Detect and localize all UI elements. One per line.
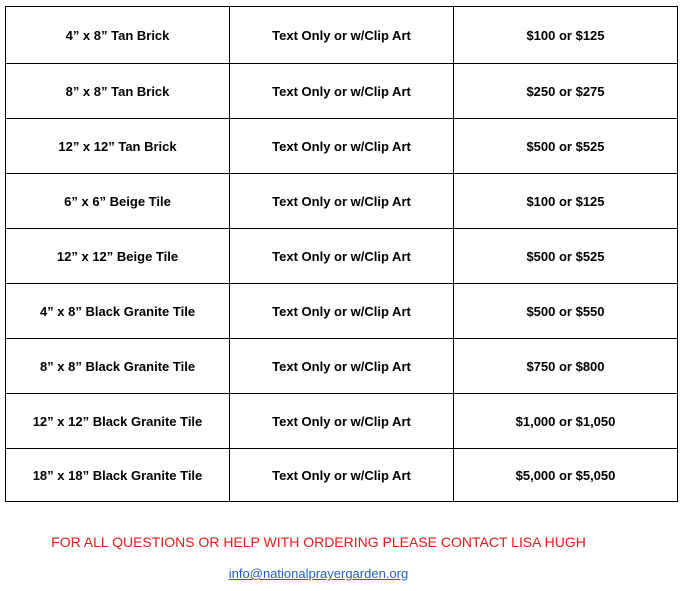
email-link[interactable]: info@nationalprayergarden.org (228, 566, 409, 581)
price-table-body (6, 7, 678, 502)
price-cell: $100 or $125 (454, 174, 678, 229)
option-cell: Text Only or w/Clip Art (230, 7, 454, 64)
option-cell: Text Only or w/Clip Art (230, 449, 454, 502)
option-cell: Text Only or w/Clip Art (230, 284, 454, 339)
table-row (6, 229, 678, 284)
email-container (0, 566, 637, 581)
price-cell: $100 or $125 (454, 7, 678, 64)
price-table (5, 6, 678, 502)
size-cell: 12” x 12” Tan Brick (6, 119, 230, 174)
option-cell: Text Only or w/Clip Art (230, 64, 454, 119)
size-cell: 4” x 8” Black Granite Tile (6, 284, 230, 339)
option-cell: Text Only or w/Clip Art (230, 394, 454, 449)
table-row (6, 7, 678, 64)
size-cell: 8” x 8” Tan Brick (6, 64, 230, 119)
option-cell: Text Only or w/Clip Art (230, 174, 454, 229)
price-cell: $1,000 or $1,050 (454, 394, 678, 449)
table-row (6, 394, 678, 449)
size-cell: 6” x 6” Beige Tile (6, 174, 230, 229)
table-row (6, 449, 678, 502)
size-cell: 18” x 18” Black Granite Tile (6, 449, 230, 502)
option-cell: Text Only or w/Clip Art (230, 339, 454, 394)
size-cell: 12” x 12” Black Granite Tile (6, 394, 230, 449)
table-row (6, 339, 678, 394)
size-cell: 8” x 8” Black Granite Tile (6, 339, 230, 394)
price-cell: $750 or $800 (454, 339, 678, 394)
size-cell: 4” x 8” Tan Brick (6, 7, 230, 64)
price-cell: $500 or $525 (454, 119, 678, 174)
table-row (6, 284, 678, 339)
price-cell: $5,000 or $5,050 (454, 449, 678, 502)
table-row (6, 119, 678, 174)
price-cell: $500 or $525 (454, 229, 678, 284)
option-cell: Text Only or w/Clip Art (230, 229, 454, 284)
size-cell: 12” x 12” Beige Tile (6, 229, 230, 284)
option-cell: Text Only or w/Clip Art (230, 119, 454, 174)
table-row (6, 174, 678, 229)
price-cell: $250 or $275 (454, 64, 678, 119)
contact-notice: FOR ALL QUESTIONS OR HELP WITH ORDERING PLEASE CONTACT LISA HUGH (51, 534, 586, 550)
price-cell: $500 or $550 (454, 284, 678, 339)
table-row (6, 64, 678, 119)
